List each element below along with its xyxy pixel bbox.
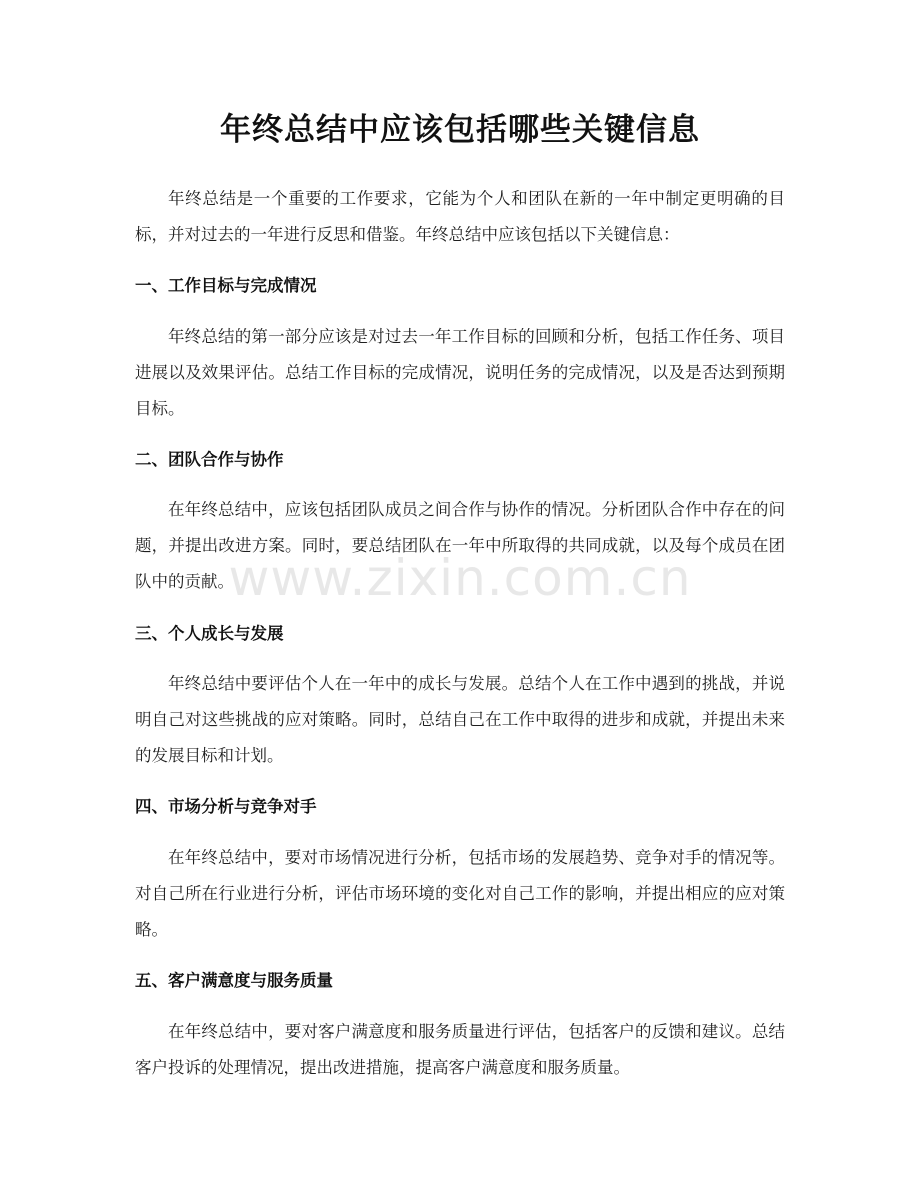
section-body-3: 年终总结中要评估个人在一年中的成长与发展。总结个人在工作中遇到的挑战，并说明自己对这些挑战的应对策略。同时，总结自己在工作中取得的进步和成就，并提出未来的发展目标和计划。 bbox=[135, 674, 785, 765]
section-body-2: 在年终总结中，应该包括团队成员之间合作与协作的情况。分析团队合作中存在的问题，并提出改进方案。同时，要总结团队在一年中所取得的共同成就，以及每个成员在团队中的贡献。 bbox=[135, 500, 785, 591]
section-heading-5: 五、客户满意度与服务质量 bbox=[135, 971, 333, 990]
section-body-4: 在年终总结中，要对市场情况进行分析，包括市场的发展趋势、竞争对手的情况等。对自己所在行业进行分析，评估市场环境的变化对自己工作的影响，并提出相应的应对策略。 bbox=[135, 848, 785, 939]
section-heading-1: 一、工作目标与完成情况 bbox=[135, 276, 317, 295]
section-heading-3: 三、个人成长与发展 bbox=[135, 624, 284, 643]
section-heading-4: 四、市场分析与竞争对手 bbox=[135, 797, 317, 816]
section-body-1: 年终总结的第一部分应该是对过去一年工作目标的回顾和分析，包括工作任务、项目进展以及效果评估。总结工作目标的完成情况，说明任务的完成情况，以及是否达到预期目标。 bbox=[135, 327, 785, 418]
intro-paragraph: 年终总结是一个重要的工作要求，它能为个人和团队在新的一年中制定更明确的目标，并对过去的一年进行反思和借鉴。年终总结中应该包括以下关键信息： bbox=[135, 189, 785, 244]
section-heading-2: 二、团队合作与协作 bbox=[135, 450, 284, 469]
document-title: 年终总结中应该包括哪些关键信息 bbox=[220, 112, 700, 148]
watermark: www.zixin.com.cn bbox=[228, 549, 692, 607]
section-body-5: 在年终总结中，要对客户满意度和服务质量进行评估，包括客户的反馈和建议。总结客户投诉的处理情况，提出改进措施，提高客户满意度和服务质量。 bbox=[135, 1022, 785, 1077]
